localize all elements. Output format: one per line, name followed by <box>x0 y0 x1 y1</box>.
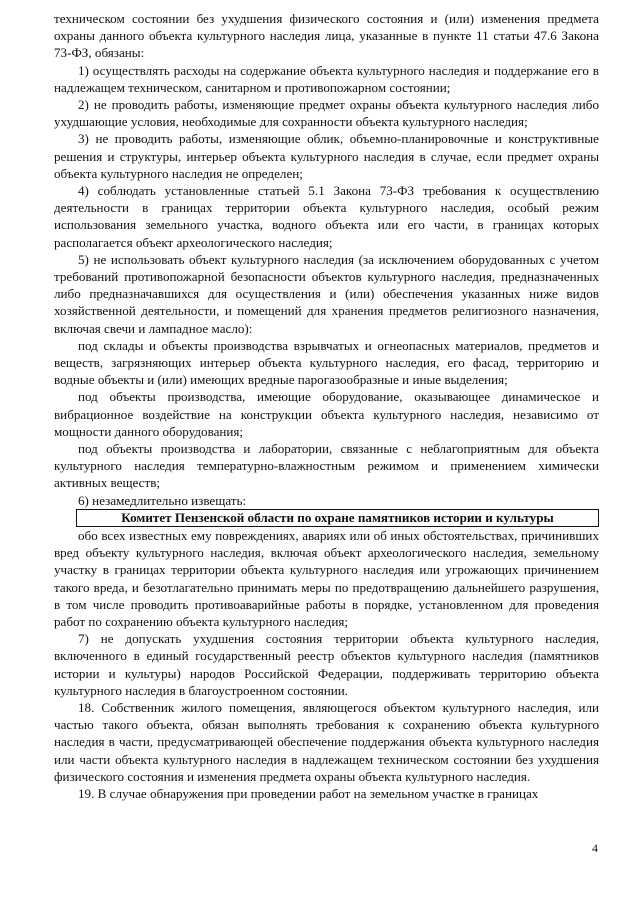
page-number: 4 <box>592 841 598 855</box>
paragraph: 7) не допускать ухудшения состояния территории объекта культурного наследия, включенного в единый государственный реестр объектов культурного наследия (памятников истории и культуры) народов Российской Федерации, поддерживать территорию объекта культурного наследия в благоустроенном состоянии. <box>54 631 599 698</box>
paragraph: 6) незамедлительно извещать: <box>78 492 247 508</box>
paragraph: 18. Собственник жилого помещения, являющегося объектом культурного наследия, или частью такого объекта, обязан выполнять требования к сохранению объекта культурного наследия в части, предусматривающей обеспечение поддержания объекта культурного наследия или части объекта культурного наследия в надлежащем техническом состоянии без ухудшения физического состояния и изменения предмета охраны объекта культурного наследия. <box>54 699 599 784</box>
document-page <box>54 10 599 802</box>
paragraph: 2) не проводить работы, изменяющие предмет охраны объекта культурного наследия либо ухудшающие условия, необходимые для сохранности объекта культурного наследия; <box>54 97 599 130</box>
paragraph: 19. В случае обнаружения при проведении работ на земельном участке в границах <box>78 785 539 801</box>
paragraph: 1) осуществлять расходы на содержание объекта культурного наследия и поддержание его в надлежащем техническом, санитарном и противопожарном состоянии; <box>54 62 599 95</box>
paragraph: под склады и объекты производства взрывчатых и огнеопасных материалов, предметов и веществ, загрязняющих интерьер объекта культурного наследия, его фасад, территорию и водные объекты и (или) имеющих вредные парогазообразные и иные выделения; <box>54 337 599 388</box>
boxed-heading: Комитет Пензенской области по охране памятников истории и культуры <box>76 509 599 527</box>
paragraph: 3) не проводить работы, изменяющие облик, объемно-планировочные и конструктивные решения и структуры, интерьер объекта культурного наследия в случае, если предмет охраны объекта культурного наследия не определен; <box>54 131 599 181</box>
paragraph: 5) не использовать объект культурного наследия (за исключением оборудованных с учетом требований противопожарной безопасности объектов культурного наследия, предназначенных либо предназначавшихся для осуществления и (или) обеспечения указанных ниже видов хозяйственной деятельности, и помещений для хранения предметов религиозного назначения, включая свечи и лампадное масло): <box>54 251 599 336</box>
paragraph: под объекты производства и лаборатории, связанные с неблагоприятным для объекта культурного наследия температурно-влажностным режимом и применением химически активных веществ; <box>54 441 599 491</box>
paragraph: обо всех известных ему повреждениях, авариях или об иных обстоятельствах, причинивших вред объекту культурного наследия, включая объект археологического наследия, земельному участку в границах территории объекта культурного наследия или угрожающих причинением такого вреда, и безотлагательно принимать меры по предотвращению дальнейшего разрушения, в том числе проводить противоаварийные работы в порядке, установленном для проведения работ по сохранению объекта культурного наследия; <box>54 527 599 629</box>
boxed-heading-wrapper <box>54 509 599 527</box>
paragraph: под объекты производства, имеющие оборудование, оказывающее динамическое и вибрационное воздействие на конструкции объекта культурного наследия, независимо от мощности данного оборудования; <box>54 389 599 439</box>
paragraph: техническом состоянии без ухудшения физического состояния и (или) изменения предмета охраны данного объекта культурного наследия лица, указанные в пункте 11 статьи 47.6 Закона 73-ФЗ, обязаны: <box>54 11 599 61</box>
paragraph: 4) соблюдать установленные статьей 5.1 Закона 73-ФЗ требования к осуществлению деятельности в границах территории объекта культурного наследия, особый режим использования земельного участка, водного объекта или его части, в границах которых располагается объект археологического наследия; <box>54 183 599 250</box>
